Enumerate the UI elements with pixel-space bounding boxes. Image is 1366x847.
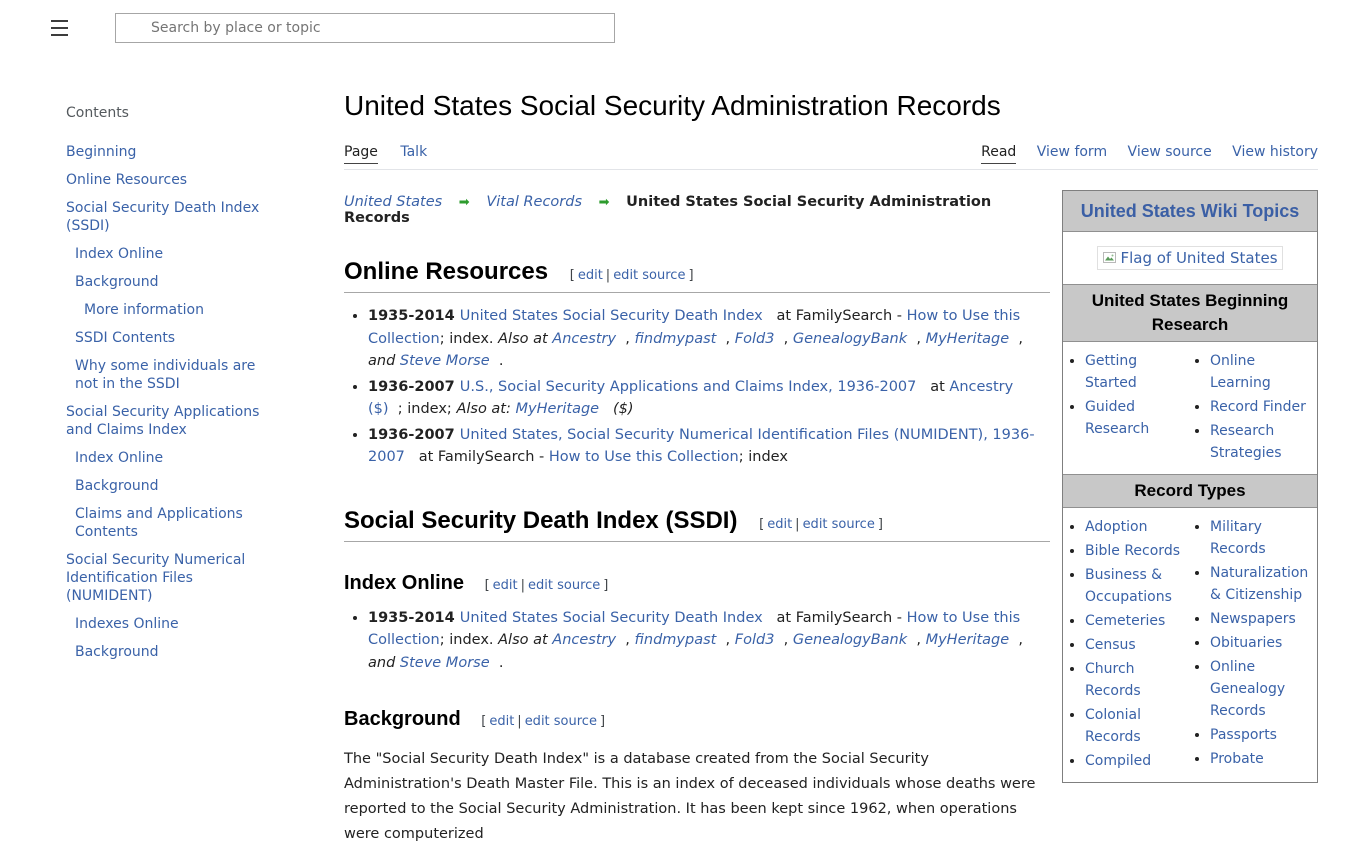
topic-link[interactable]: Business & Occupations <box>1085 567 1172 605</box>
topic-link[interactable]: Probate <box>1210 751 1264 767</box>
list-item <box>1210 350 1315 394</box>
topic-link[interactable]: Church Records <box>1085 661 1141 699</box>
edit-section <box>756 517 886 532</box>
edit-section <box>478 714 608 729</box>
section-ssdi <box>344 507 1050 542</box>
toc-item-ssdi-background[interactable]: Background <box>75 274 159 290</box>
wiki-topics-infobox <box>1062 190 1318 783</box>
pipe: | <box>605 268 611 283</box>
toc-item-applications-claims-index[interactable]: Social Security Applications and Claims Index <box>66 404 260 438</box>
arrow-right-icon: ➡ <box>458 195 470 210</box>
topic-link[interactable]: Newspapers <box>1210 611 1296 627</box>
text-segment: Also at <box>498 632 553 648</box>
record-types-lists <box>1063 508 1317 782</box>
bracket: ] <box>877 516 883 532</box>
topic-link[interactable]: Naturalization & Citizenship <box>1210 565 1309 603</box>
text-segment: ($) <box>612 401 634 417</box>
topic-link[interactable]: Online Genealogy Records <box>1210 659 1286 719</box>
text-segment: , <box>907 330 926 347</box>
section-index-online <box>344 572 1050 595</box>
text-segment: , <box>616 330 635 347</box>
inline-link[interactable]: findmypast <box>634 330 717 347</box>
list-item <box>1085 350 1190 394</box>
edit-link[interactable]: edit <box>577 268 603 283</box>
text-segment: 1936-2007 <box>368 426 460 443</box>
toc-item-claims-applications-contents[interactable]: Claims and Applications Contents <box>75 506 243 540</box>
inline-link[interactable]: GenealogyBank <box>792 330 908 347</box>
bracket: [ <box>759 516 765 532</box>
inline-link[interactable]: MyHeritage <box>925 330 1010 347</box>
toc-item-ssdi-contents[interactable]: SSDI Contents <box>75 330 176 346</box>
text-segment: and <box>368 353 400 369</box>
tab-bar <box>344 144 1318 160</box>
toc-item-more-information[interactable]: More information <box>84 302 204 318</box>
inline-link[interactable]: Ancestry <box>552 330 617 347</box>
inline-link[interactable]: United States Social Security Death Index <box>459 308 763 324</box>
text-segment: ; index. <box>439 632 499 648</box>
list-item <box>1210 748 1315 770</box>
list-item <box>368 424 1050 469</box>
list-item <box>1210 396 1315 418</box>
topic-link[interactable]: Cemeteries <box>1085 613 1166 629</box>
text-segment: at FamilySearch - <box>762 308 907 324</box>
breadcrumb-link-vital-records[interactable]: Vital Records <box>486 194 583 210</box>
list-item <box>1085 634 1190 656</box>
toc-item-ssdi-index-online[interactable]: Index Online <box>75 246 164 262</box>
edit-section <box>567 268 697 283</box>
inline-link[interactable]: Ancestry <box>552 632 617 648</box>
section-online-resources <box>344 258 1050 293</box>
flag-cell <box>1063 232 1317 285</box>
section-heading: Social Security Death Index (SSDI) <box>344 506 738 534</box>
list-item <box>1210 724 1315 746</box>
text-segment: ; index; <box>388 401 457 417</box>
inline-link[interactable]: Steve Morse <box>399 654 490 671</box>
text-segment: , <box>774 632 793 648</box>
infobox-header-record-types: Record Types <box>1063 475 1317 508</box>
background-paragraph: The "Social Security Death Index" is a database created from the Social Security Administration's Death Master File. This is an index of deceased individuals whose deaths were reported to the Social Security Administration. It has been kept since 1962, when operations were computerized <box>344 751 1036 842</box>
text-segment: 1935-2014 <box>368 308 460 324</box>
topic-link[interactable]: Online Learning <box>1210 353 1271 391</box>
view-history[interactable]: View history <box>1232 144 1318 160</box>
topic-link[interactable]: Record Finder <box>1210 399 1306 415</box>
toc-item-online-resources[interactable]: Online Resources <box>66 172 188 188</box>
inline-link[interactable]: How to Use this Collection <box>548 449 739 465</box>
pipe: | <box>520 577 526 593</box>
text-segment: , <box>1009 632 1024 648</box>
flag-link[interactable]: Flag of United States <box>1120 249 1278 267</box>
inline-link[interactable]: U.S., Social Security Applications and Claims Index, 1936-2007 <box>459 378 917 395</box>
infobox-title[interactable]: United States Wiki Topics <box>1063 191 1317 232</box>
toc-item-beginning[interactable]: Beginning <box>66 144 137 160</box>
toc-item-claims-index-online[interactable]: Index Online <box>75 450 164 466</box>
pipe: | <box>517 714 522 729</box>
text-segment: at FamilySearch - <box>762 609 907 626</box>
topic-link[interactable]: Research Strategies <box>1210 423 1282 461</box>
inline-link[interactable]: Fold3 <box>734 632 775 648</box>
list-item <box>1210 516 1315 560</box>
text-segment: , <box>616 632 635 648</box>
bracket: ] <box>688 268 694 283</box>
section-heading: Online Resources <box>344 258 549 285</box>
list-item <box>1085 658 1190 702</box>
text-segment <box>599 401 613 417</box>
section-heading: Index Online <box>344 571 465 594</box>
list-item <box>1085 564 1190 608</box>
text-segment: . <box>489 353 504 369</box>
text-segment: and <box>368 654 400 671</box>
list-item <box>1085 704 1190 748</box>
text-segment: , <box>1009 330 1024 347</box>
list-item <box>1085 750 1190 772</box>
breadcrumb-current: United States Social Security Administration Records <box>344 194 992 226</box>
text-segment: , <box>907 632 926 648</box>
list-item <box>368 305 1050 373</box>
list-item <box>1085 610 1190 632</box>
breadcrumb-link-united-states[interactable]: United States <box>344 194 443 210</box>
text-segment: ; index <box>738 449 788 465</box>
edit-section <box>482 578 612 593</box>
edit-link[interactable]: edit <box>489 714 515 729</box>
toc-item-why-not-in-ssdi[interactable]: Why some individuals are not in the SSDI <box>75 358 256 392</box>
list-item <box>1085 396 1190 440</box>
inline-link[interactable]: How to Use this Collection <box>368 609 1021 648</box>
menu-icon[interactable] <box>51 20 69 36</box>
infobox-header-beginning-research: United States Beginning Research <box>1063 285 1317 342</box>
inline-link[interactable]: Ancestry <box>949 378 1014 395</box>
inline-link[interactable]: United States Social Security Death Index <box>459 609 763 626</box>
list-item <box>1085 540 1190 562</box>
list-item <box>1210 608 1315 630</box>
inline-link[interactable]: How to Use this Collection <box>368 308 1021 347</box>
pipe: | <box>795 516 800 532</box>
text-segment: ; index. <box>439 330 499 347</box>
toc-item-claims-background[interactable]: Background <box>75 478 159 494</box>
inline-link[interactable]: MyHeritage <box>515 401 600 417</box>
text-segment: , <box>716 330 735 347</box>
section-background <box>344 708 1050 731</box>
bracket: [ <box>481 714 487 729</box>
text-segment: , <box>716 632 735 648</box>
inline-link[interactable]: Fold3 <box>734 330 775 347</box>
text-segment: . <box>489 654 504 671</box>
breadcrumb <box>344 194 1050 226</box>
edit-source-link[interactable]: edit source <box>613 268 686 283</box>
view-source[interactable]: View source <box>1127 144 1212 160</box>
list-item <box>1210 562 1315 606</box>
topic-link[interactable]: Compiled <box>1085 753 1152 769</box>
edit-source-link[interactable]: edit source <box>524 714 597 729</box>
top-bar <box>0 0 1366 56</box>
broken-image-icon <box>1102 251 1118 265</box>
text-segment: Also at <box>498 330 553 347</box>
section-heading: Background <box>344 708 461 730</box>
text-segment: 1935-2014 <box>368 609 460 626</box>
topic-link[interactable]: Bible Records <box>1085 543 1180 559</box>
toc-item-ssdi[interactable]: Social Security Death Index (SSDI) <box>66 200 260 234</box>
flag-image-broken[interactable] <box>1097 246 1282 270</box>
list-item <box>1210 632 1315 654</box>
online-resources-list <box>350 305 1050 469</box>
list-item <box>1210 420 1315 464</box>
topic-link[interactable]: Guided Research <box>1085 399 1150 437</box>
inline-link[interactable]: ($) <box>368 401 389 417</box>
view-form[interactable]: View form <box>1036 144 1108 160</box>
edit-source-link[interactable]: edit source <box>528 577 601 593</box>
page-title: United States Social Security Administration Records <box>344 90 1001 121</box>
topic-link[interactable]: Obituaries <box>1210 635 1283 651</box>
contents-sidebar <box>66 105 274 671</box>
article <box>344 90 1318 847</box>
tab-page[interactable]: Page <box>344 144 378 164</box>
text-segment: at FamilySearch - <box>404 449 549 465</box>
inline-link[interactable]: Steve Morse <box>399 353 490 369</box>
edit-source-link[interactable]: edit source <box>802 516 875 532</box>
arrow-right-icon: ➡ <box>598 195 610 210</box>
tab-talk[interactable]: Talk <box>400 144 428 160</box>
toc-item-numident-background[interactable]: Background <box>75 644 159 660</box>
inline-link[interactable]: GenealogyBank <box>792 632 908 648</box>
beginning-research-lists <box>1063 342 1317 475</box>
bracket: ] <box>599 714 606 729</box>
edit-link[interactable]: edit <box>492 577 518 593</box>
toc-item-numident[interactable]: Social Security Numerical Identification Files (NUMIDENT) <box>66 552 246 604</box>
inline-link[interactable]: United States, Social Security Numerical Identification Files (NUMIDENT), 1936-2007 <box>368 426 1035 465</box>
bracket: ] <box>603 577 609 593</box>
list-item <box>1210 656 1315 722</box>
list-item <box>1085 516 1190 538</box>
topic-link[interactable]: Passports <box>1210 727 1277 743</box>
text-segment: at <box>916 378 950 395</box>
topic-link[interactable]: Colonial Records <box>1085 707 1142 745</box>
search-input[interactable] <box>115 13 615 43</box>
view-read[interactable]: Read <box>981 144 1016 164</box>
bracket: [ <box>484 577 490 593</box>
topic-link[interactable]: Getting Started <box>1085 353 1138 391</box>
text-segment: , <box>774 330 793 347</box>
inline-link[interactable]: MyHeritage <box>925 632 1010 648</box>
contents-heading: Contents <box>66 105 129 121</box>
text-segment: Also at: <box>456 401 516 417</box>
topic-link[interactable]: Military Records <box>1210 519 1266 557</box>
index-online-list <box>350 607 1050 675</box>
list-item <box>368 376 1050 421</box>
topic-link[interactable]: Census <box>1085 637 1136 653</box>
edit-link[interactable]: edit <box>767 516 793 532</box>
inline-link[interactable]: findmypast <box>634 632 717 648</box>
bracket: [ <box>569 268 575 283</box>
text-segment: 1936-2007 <box>368 378 460 395</box>
topic-link[interactable]: Adoption <box>1085 519 1148 535</box>
list-item <box>368 607 1050 675</box>
toc-item-numident-indexes-online[interactable]: Indexes Online <box>75 616 179 632</box>
article-body <box>344 170 1050 847</box>
